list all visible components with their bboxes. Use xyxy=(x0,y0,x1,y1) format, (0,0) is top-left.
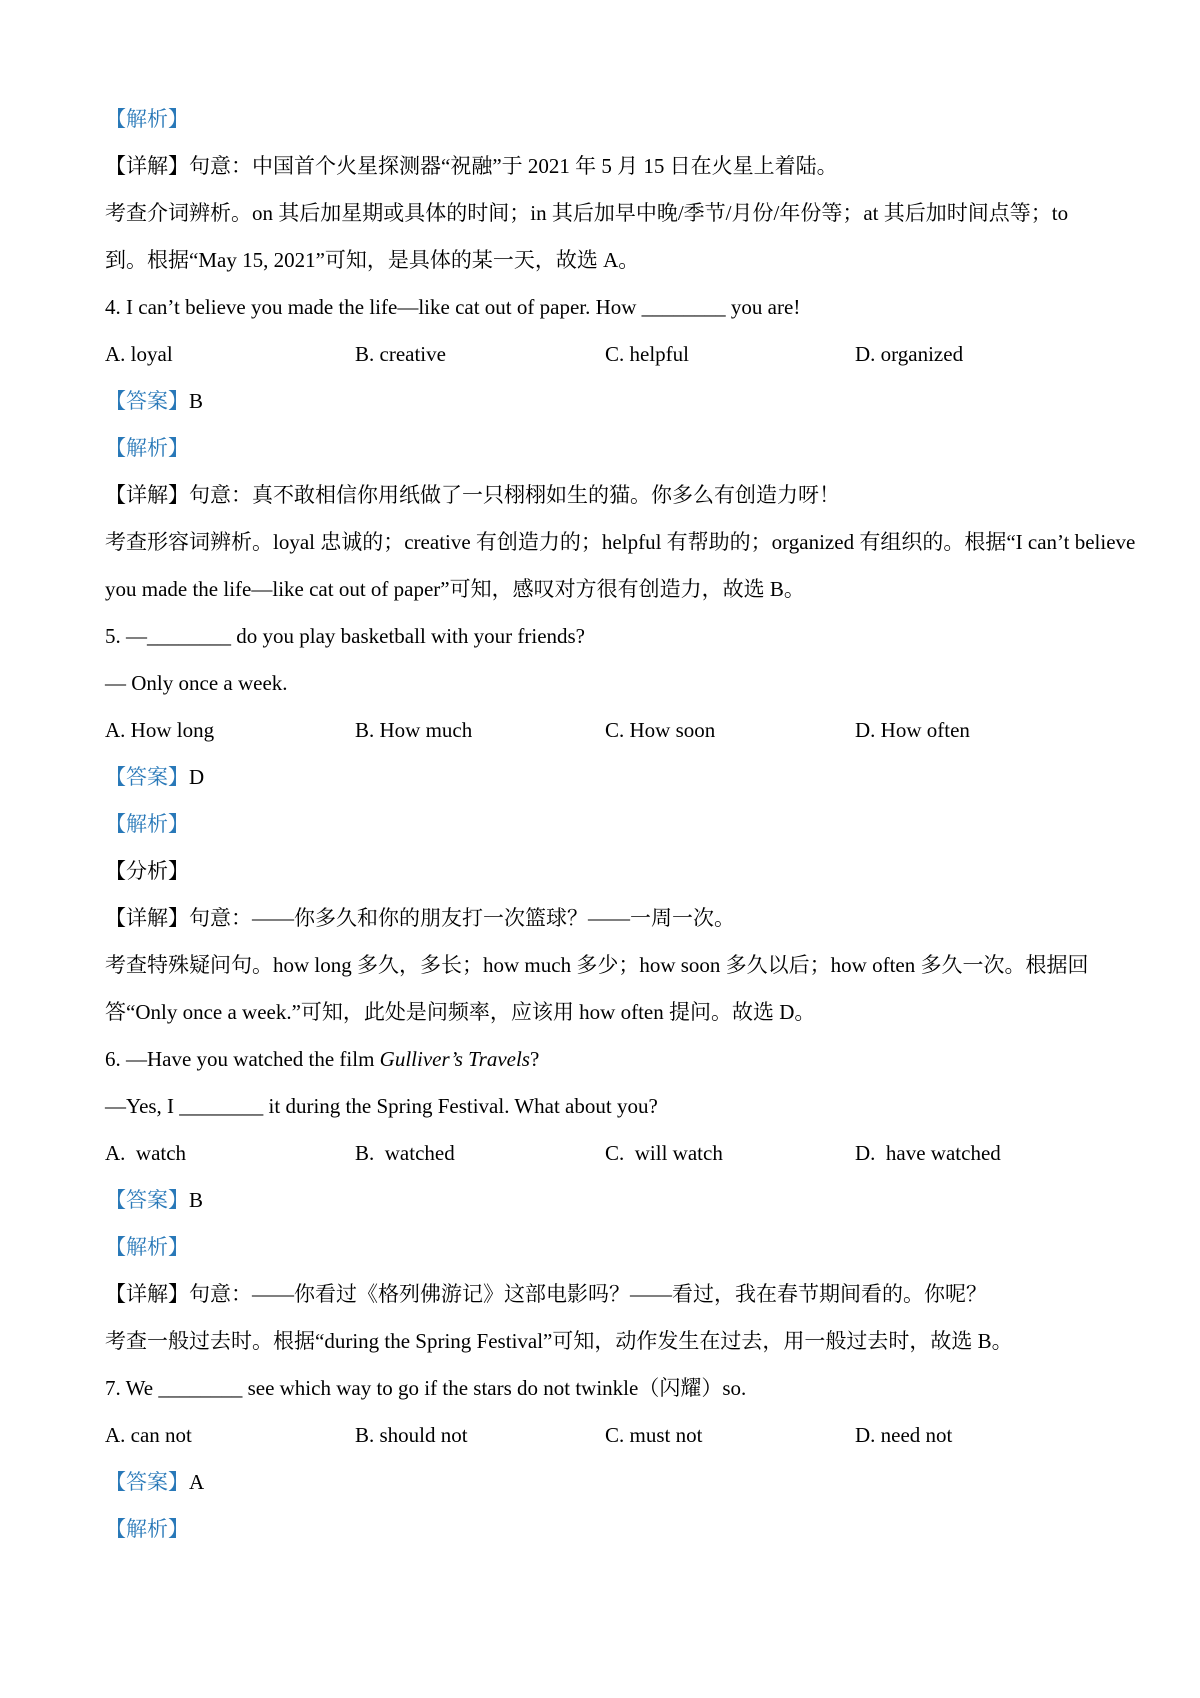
bracket-label: 【解析】 xyxy=(105,436,189,460)
option-item: D. need not xyxy=(855,1423,953,1447)
section-label-line xyxy=(105,848,1105,895)
option-item: D. How often xyxy=(855,718,970,742)
text-segment: 【分析】 xyxy=(105,859,189,883)
explanation-line xyxy=(105,1318,1105,1365)
text-segment: Gulliver’s Travels xyxy=(379,1047,530,1071)
answer-line xyxy=(105,1177,1105,1224)
options-row xyxy=(105,707,1105,754)
section-label-line xyxy=(105,1224,1105,1271)
text-segment: 4. I can’t believe you made the life—like cat out of paper. How ________ you are! xyxy=(105,295,801,319)
explanation-line xyxy=(105,566,1105,613)
explanation-line xyxy=(105,190,1105,237)
option-item: C. How soon xyxy=(605,718,716,742)
section-label-line xyxy=(105,425,1105,472)
option-item: B. creative xyxy=(355,342,446,366)
explanation-line xyxy=(105,1271,1105,1318)
text-segment: B xyxy=(189,389,204,413)
text-segment: B xyxy=(189,1188,204,1212)
question-line xyxy=(105,1365,1105,1412)
text-segment: D xyxy=(189,765,205,789)
text-segment: 【详解】句意：中国首个火星探测器“祝融”于 2021 年 5 月 15 日在火星上着陆。 xyxy=(105,154,838,178)
bracket-label: 【答案】 xyxy=(105,1188,189,1212)
option-item: A. loyal xyxy=(105,342,173,366)
explanation-line xyxy=(105,989,1105,1036)
answer-line xyxy=(105,754,1105,801)
text-segment: —Yes, I ________ it during the Spring Festival. What about you? xyxy=(105,1094,658,1118)
option-item: B. How much xyxy=(355,718,473,742)
text-segment: A xyxy=(189,1470,205,1494)
bracket-label: 【答案】 xyxy=(105,765,189,789)
question-line xyxy=(105,1036,1105,1083)
explanation-line xyxy=(105,472,1105,519)
option-item: C. helpful xyxy=(605,342,689,366)
section-label-line xyxy=(105,1506,1105,1553)
text-segment: 5. —________ do you play basketball with your friends? xyxy=(105,624,586,648)
bracket-label: 【答案】 xyxy=(105,1470,189,1494)
text-segment: 【详解】句意：——你看过《格列佛游记》这部电影吗？——看过，我在春节期间看的。你呢？ xyxy=(105,1282,987,1306)
bracket-label: 【解析】 xyxy=(105,1235,189,1259)
question-line xyxy=(105,613,1105,660)
option-item: A. can not xyxy=(105,1423,192,1447)
text-segment: — Only once a week. xyxy=(105,671,288,695)
bracket-label: 【解析】 xyxy=(105,812,189,836)
explanation-line xyxy=(105,895,1105,942)
text-segment: 到。根据“May 15, 2021”可知，是具体的某一天，故选 A。 xyxy=(105,248,640,272)
text-segment: ? xyxy=(529,1047,540,1071)
text-segment: 答“Only once a week.”可知，此处是问频率，应该用 how often 提问。故选 D。 xyxy=(105,1000,816,1024)
question-line xyxy=(105,284,1105,331)
text-segment: 考查介词辨析。on 其后加星期或具体的时间；in 其后加早中晚/季节/月份/年份等；at 其后加时间点等；to xyxy=(105,201,1069,225)
bracket-label: 【答案】 xyxy=(105,389,189,413)
option-item: C. will watch xyxy=(605,1141,723,1165)
option-item: A. How long xyxy=(105,718,215,742)
text-segment: 【详解】句意：——你多久和你的朋友打一次篮球？——一周一次。 xyxy=(105,906,735,930)
explanation-line xyxy=(105,143,1105,190)
text-segment: 6. —Have you watched the film xyxy=(105,1047,380,1071)
section-label-line xyxy=(105,96,1105,143)
options-row xyxy=(105,331,1105,378)
options-row xyxy=(105,1412,1105,1459)
explanation-line xyxy=(105,942,1105,989)
text-segment: you made the life—like cat out of paper”可知，感叹对方很有创造力，故选 B。 xyxy=(105,577,805,601)
option-item: A. watch xyxy=(105,1141,187,1165)
option-item: D. have watched xyxy=(855,1141,1001,1165)
text-segment: 考查特殊疑问句。how long 多久，多长；how much 多少；how soon 多久以后；how often 多久一次。根据回 xyxy=(105,953,1089,977)
explanation-line xyxy=(105,237,1105,284)
option-item: B. watched xyxy=(355,1141,455,1165)
option-item: C. must not xyxy=(605,1423,703,1447)
explanation-line xyxy=(105,519,1136,566)
text-segment: 【详解】句意：真不敢相信你用纸做了一只栩栩如生的猫。你多么有创造力呀！ xyxy=(105,483,840,507)
section-label-line xyxy=(105,801,1105,848)
text-segment: 考查形容词辨析。loyal 忠诚的；creative 有创造力的；helpful 有帮助的；organized 有组织的。根据“I can’t believe xyxy=(105,530,1136,554)
text-segment: 考查一般过去时。根据“during the Spring Festival”可知，动作发生在过去，用一般过去时，故选 B。 xyxy=(105,1329,1013,1353)
option-item: D. organized xyxy=(855,342,964,366)
option-item: B. should not xyxy=(355,1423,468,1447)
bracket-label: 【解析】 xyxy=(105,1517,189,1541)
options-row xyxy=(105,1130,1105,1177)
text-segment: 7. We ________ see which way to go if the stars do not twinkle（闪耀）so. xyxy=(105,1376,747,1400)
bracket-label: 【解析】 xyxy=(105,107,189,131)
question-line xyxy=(105,1083,1105,1130)
answer-line xyxy=(105,378,1105,425)
question-line xyxy=(105,660,1105,707)
answer-line xyxy=(105,1459,1105,1506)
